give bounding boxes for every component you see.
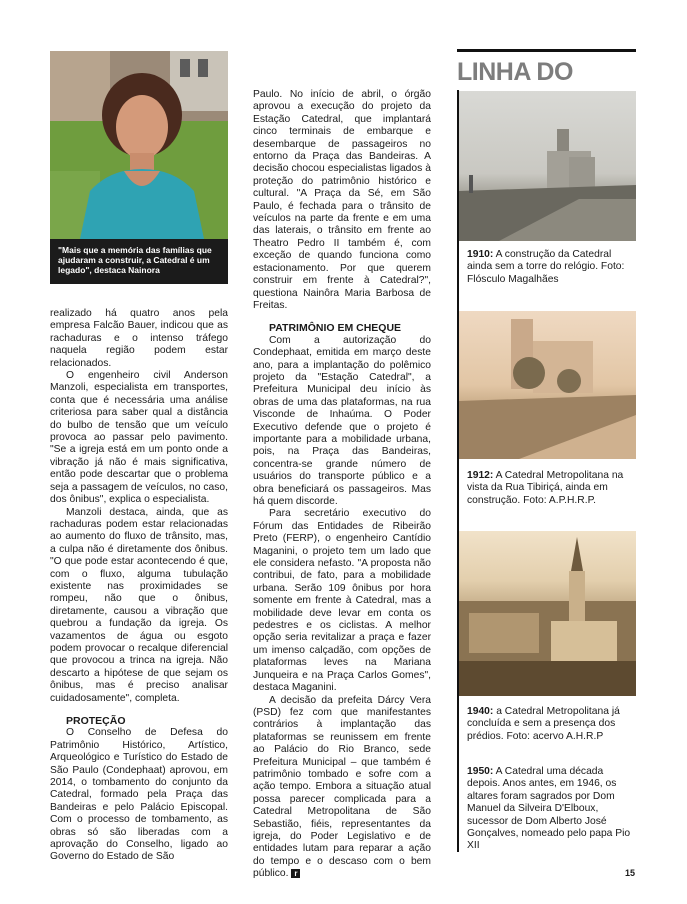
cathedral-1910-illustration — [459, 91, 636, 241]
timeline-year: 1940: — [467, 706, 494, 717]
timeline-title: LINHA DO — [457, 58, 573, 86]
paragraph: Paulo. No início de abril, o órgão aprovou a execução do projeto da Estação Catedral, que implantará cinco terminais de embarque e desembarque de passageiros no entorno da Praça das Bandeiras. A decisão chocou especialistas ligados à proteção do patrimônio histórico e cultural. "A Praça da Sé, em São Paulo, é fechada para o trânsito de veículos na parte da frente e em uma das laterais, o trânsito em frente ao Theatro Pedro II também é, com exceção de quando funciona como estacionamento. Por que querem construir em frente à Catedral?", questiona Nainôra Maria Barbosa de Freitas. — [253, 89, 431, 311]
photo-1912 — [459, 311, 636, 459]
timeline-year: 1912: — [467, 470, 494, 481]
timeline-top-rule — [457, 49, 636, 52]
timeline-item-1950 — [467, 766, 632, 853]
timeline-text: A Catedral uma década depois. Anos antes, em 1946, os altares foram sagrados por Dom Manuel da Silveira D'Elboux, sucessor de Dom Alberto José Gonçalves, nomeado pelo papa Pio XII — [467, 766, 631, 852]
portrait-caption: "Mais que a memória das famílias que ajudaram a construir, a Catedral é um legado", destaca Nainora — [50, 239, 228, 284]
portrait-illustration — [50, 51, 228, 239]
paragraph: O Conselho de Defesa do Patrimônio Histórico, Artístico, Arqueológico e Turístico do Estado de São Paulo (Condephaat) aprovou, em 2014, o tombamento do conjunto da Catedral, formado pela Praça das Bandeiras e pelo Palácio Episcopal. Com o processo de tombamento, as obras só são liberadas com a aprovação do Conselho, ligado ao Governo do Estado de São — [50, 727, 228, 863]
paragraph: Para secretário executivo do Fórum das Entidades de Ribeirão Preto (FERP), o engenheiro Cantídio Maganini, o projeto tem um lado que ele considera nefasto. "A proposta não contribui, de fato, para a mobilidade urbana. Serão 109 ônibus por hora somente em frente à Catedral, mas a mobilidade deve levar em conta os pedestres e os ciclistas. A melhor opção seria revitalizar a praça e fazer um imenso calçadão, com opções de plataformas leves na Mariana Junqueira e na Praça Carlos Gomes", destaca Maganini. — [253, 508, 431, 694]
section-heading-patrimonio: PATRIMÔNIO EM CHEQUE — [269, 322, 402, 335]
portrait-photo — [50, 51, 228, 239]
photo-1940 — [459, 531, 636, 696]
timeline-text: a Catedral Metropolitana já concluída e sem a presença dos prédios. Foto: acervo A.H.R.P — [467, 706, 620, 742]
cathedral-1912-illustration — [459, 311, 636, 459]
section-heading-protecao: PROTEÇÃO — [66, 715, 126, 727]
timeline-text: A construção da Catedral ainda sem a torre do relógio. Foto: Flósculo Magalhães — [467, 249, 625, 285]
end-mark-icon: r — [291, 869, 300, 878]
paragraph — [253, 695, 431, 881]
timeline-year: 1950: — [467, 766, 494, 777]
timeline-item-1910 — [467, 249, 632, 286]
paragraph: Com a autorização do Condephaat, emitida em março deste ano, para a implantação do polêmico projeto da "Estação Catedral", a Prefeitura Municipal deu início às obras de uma das plataformas, na rua Visconde de Inhaúma. O Poder Executivo defende que o projeto é importante para a mobilidade urbana, pois, na Praça das Bandeiras, concentra-se grande número de usuários do transporte público e a obra beneficiará os passageiros. Mas há quem discorde. — [253, 334, 431, 507]
timeline-text: A Catedral Metropolitana na vista da Rua Tibiriçá, ainda em construção. Foto: A.P.H.R.P. — [467, 470, 624, 506]
timeline-item-1940 — [467, 706, 632, 743]
page-number: 15 — [625, 868, 636, 878]
cathedral-1940-illustration — [459, 531, 636, 696]
paragraph-text: A decisão da prefeita Dárcy Vera (PSD) fez com que manifestantes contrários à implantação das plataformas se reunissem em frente ao Palácio do Rio Branco, sede Prefeitura Municipal – que também é patrimônio tombado e sofre com a ação tempo. Embora a situação atual possa parecer complicada para a Catedral Metropolitana de São Sebastião, fiéis, representantes da igreja, do Poder Legislativo e de entidades lutam para reparar a ação do tempo e o descaso com o bem público. — [253, 694, 431, 880]
timeline-year: 1910: — [467, 249, 494, 260]
paragraph: O engenheiro civil Anderson Manzoli, especialista em transportes, conta que é necessária uma análise criteriosa para saber qual a distância do bulbo de tensão que um veículo provoca ao passar pelo pavimento. "Se a igreja está em um ponto onde a vibração já não é mais significativa, então pode descartar que o problema seja a passagem de veículos, no caso, dos ônibus", explica o especialista. — [50, 370, 228, 506]
paragraph: Manzoli destaca, ainda, que as rachaduras podem estar relacionadas ao aumento do fluxo de trânsito, mas, a culpa não é diretamente dos ônibus. "O que pode estar acontecendo é que, com o fluxo, alguma tubulação existente nas proximidades se rompeu, não que o ônibus, diretamente, causou a vibração que quebrou a fundação da igreja. Os vazamentos de água ou esgoto podem provocar o recalque diferencial que provocou a trinca na igreja. Não descarto a hipótese de que sejam os ônibus, mas é preciso analisar cuidadosamente", completa. — [50, 506, 228, 704]
paragraph: realizado há quatro anos pela empresa Falcão Bauer, indicou que as rachaduras e o intenso tráfego naquela região podem estar relacionados. — [50, 308, 228, 369]
photo-1910 — [459, 91, 636, 241]
article-column-1 — [50, 308, 228, 864]
timeline-item-1912 — [467, 470, 632, 507]
article-column-2 — [253, 89, 431, 881]
